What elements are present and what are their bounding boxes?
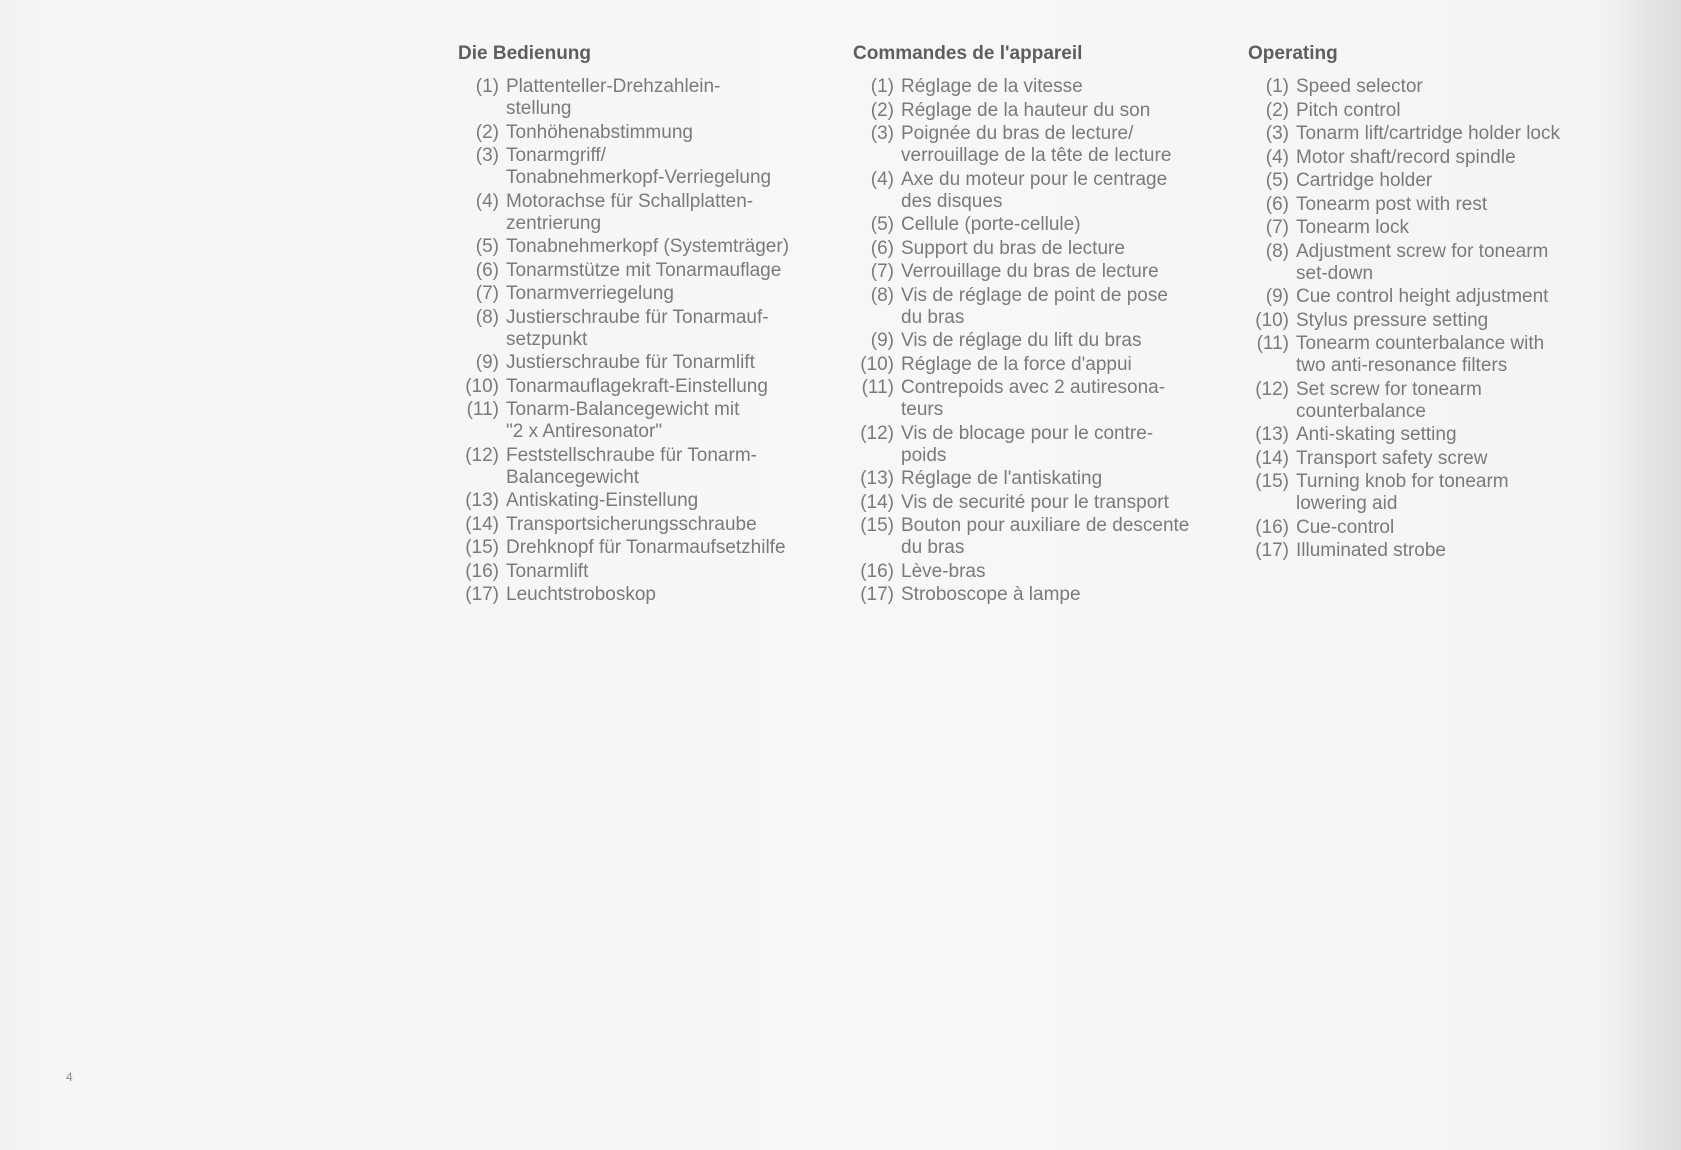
item-number: (11) <box>1256 333 1289 354</box>
list-item <box>853 238 1243 260</box>
item-text: Réglage de l'antiskating <box>901 468 1103 489</box>
item-number: (4) <box>475 190 499 212</box>
item-text: Pitch control <box>1296 99 1401 121</box>
item-text: Antiskating-Einstellung <box>506 490 699 511</box>
item-text: Set screw for tonearm counterbalance <box>1296 378 1482 422</box>
item-number: (11) <box>861 377 894 398</box>
item-text: Lève-bras <box>901 560 986 582</box>
item-number: (7) <box>870 261 894 282</box>
list-item <box>458 490 848 512</box>
list-item <box>853 468 1243 490</box>
column-french <box>853 42 1243 608</box>
item-number: (1) <box>1265 76 1289 97</box>
item-text: Tonearm counterbalance with two anti-resonance filters <box>1296 333 1545 376</box>
item-text: Tonarmlift <box>506 560 589 582</box>
list-item <box>853 330 1243 352</box>
item-number: (8) <box>1265 240 1289 262</box>
list-item <box>458 260 848 282</box>
item-number: (10) <box>1255 309 1289 331</box>
list-item <box>1248 76 1628 98</box>
item-text: Tonabnehmerkopf (Systemträger) <box>506 236 790 257</box>
item-text: Transportsicherungsschraube <box>506 513 757 535</box>
item-number: (7) <box>1265 217 1289 238</box>
item-number: (16) <box>465 560 499 582</box>
list-item <box>1248 194 1628 216</box>
item-text: Stylus pressure setting <box>1296 309 1489 331</box>
item-text: Cue control height adjustment <box>1296 286 1549 307</box>
item-number: (16) <box>1255 516 1289 538</box>
item-text: Tonearm lock <box>1296 217 1409 238</box>
list-item <box>1248 217 1628 239</box>
list-item <box>853 423 1243 467</box>
item-number: (14) <box>860 491 894 513</box>
list-item <box>853 584 1243 606</box>
item-text: Tonarm lift/cartridge holder lock <box>1296 123 1560 144</box>
list-item <box>1248 241 1628 285</box>
item-text: Tonearm post with rest <box>1296 193 1488 215</box>
list-item <box>853 169 1243 213</box>
item-number: (17) <box>465 584 499 605</box>
list-item <box>1248 147 1628 169</box>
item-number: (10) <box>465 375 499 397</box>
item-number: (10) <box>860 353 894 375</box>
item-text: Leuchtstroboskop <box>506 584 656 605</box>
item-number: (12) <box>1255 378 1289 400</box>
item-number: (12) <box>860 422 894 444</box>
list-item <box>458 307 848 351</box>
list-item <box>458 537 848 559</box>
item-text: Motorachse für Schallplatten- zentrierung <box>506 190 754 234</box>
item-text: Speed selector <box>1296 76 1423 97</box>
item-number: (2) <box>1265 99 1289 121</box>
item-number: (4) <box>870 168 894 190</box>
item-text: Vis de blocage pour le contre- poids <box>901 422 1154 466</box>
list-item <box>458 399 848 443</box>
item-text: Cellule (porte-cellule) <box>901 214 1081 235</box>
list-item <box>458 122 848 144</box>
item-text: Tonarmauflagekraft-Einstellung <box>506 375 768 397</box>
item-text: Vis de réglage de point de pose du bras <box>901 284 1168 328</box>
list-item <box>853 561 1243 583</box>
item-text: Transport safety screw <box>1296 447 1488 469</box>
item-text: Vis de securité pour le transport <box>901 491 1169 513</box>
item-text: Cartridge holder <box>1296 170 1433 191</box>
item-number: (6) <box>870 237 894 259</box>
list-item <box>1248 286 1628 308</box>
list-item <box>458 584 848 606</box>
item-text: Tonarm-Balancegewicht mit "2 x Antiresonator" <box>506 399 740 442</box>
list-item <box>458 283 848 305</box>
item-number: (5) <box>1265 170 1289 191</box>
list-item <box>458 561 848 583</box>
list-item <box>1248 170 1628 192</box>
column-title-german: Die Bedienung <box>458 43 592 64</box>
item-number: (3) <box>870 123 894 144</box>
item-text: Verrouillage du bras de lecture <box>901 261 1159 282</box>
item-list-french <box>853 76 1243 606</box>
item-number: (2) <box>870 99 894 121</box>
item-number: (6) <box>475 259 499 281</box>
list-item <box>458 352 848 374</box>
item-text: Réglage de la vitesse <box>901 76 1083 97</box>
list-item <box>458 76 848 120</box>
item-number: (11) <box>466 399 499 420</box>
list-item <box>1248 424 1628 446</box>
item-text: Adjustment screw for tonearm set-down <box>1296 240 1549 284</box>
list-item <box>458 191 848 235</box>
item-number: (14) <box>1255 447 1289 469</box>
list-item <box>853 123 1243 167</box>
item-text: Feststellschraube für Tonarm- Balancegewicht <box>506 444 757 488</box>
item-text: Illuminated strobe <box>1296 540 1446 561</box>
item-text: Justierschraube für Tonarmauf- setzpunkt <box>506 306 769 350</box>
item-text: Tonarmverriegelung <box>506 283 674 304</box>
item-text: Réglage de la force d'appui <box>901 353 1132 375</box>
item-text: Réglage de la hauteur du son <box>901 99 1151 121</box>
item-number: (16) <box>860 560 894 582</box>
list-item <box>1248 540 1628 562</box>
item-text: Vis de réglage du lift du bras <box>901 330 1142 351</box>
item-number: (6) <box>1265 193 1289 215</box>
list-item <box>853 76 1243 98</box>
item-text: Contrepoids avec 2 autiresona- teurs <box>901 377 1166 420</box>
column-title-english: Operating <box>1248 43 1338 64</box>
item-number: (5) <box>870 214 894 235</box>
list-item <box>458 236 848 258</box>
item-text: Anti-skating setting <box>1296 424 1457 445</box>
list-item <box>458 445 848 489</box>
list-item <box>853 492 1243 514</box>
item-text: Support du bras de lecture <box>901 237 1125 259</box>
list-item <box>853 214 1243 236</box>
item-text: Stroboscope à lampe <box>901 584 1081 605</box>
column-german <box>458 42 848 608</box>
column-title-french: Commandes de l'appareil <box>853 43 1083 64</box>
list-item <box>458 514 848 536</box>
item-number: (2) <box>475 121 499 143</box>
item-text: Tonarmstütze mit Tonarmauflage <box>506 259 782 281</box>
list-item <box>458 376 848 398</box>
list-item <box>853 285 1243 329</box>
list-item <box>1248 123 1628 145</box>
item-number: (8) <box>475 306 499 328</box>
item-text: Justierschraube für Tonarmlift <box>506 352 755 373</box>
item-number: (12) <box>465 444 499 466</box>
item-number: (5) <box>475 236 499 257</box>
item-number: (13) <box>465 490 499 511</box>
item-text: Cue-control <box>1296 516 1395 538</box>
item-number: (3) <box>1265 123 1289 144</box>
item-number: (9) <box>1265 286 1289 307</box>
list-item <box>1248 448 1628 470</box>
item-list-german <box>458 76 848 606</box>
item-text: Turning knob for tonearm lowering aid <box>1296 471 1509 514</box>
item-text: Tonhöhenabstimmung <box>506 121 693 143</box>
item-number: (14) <box>465 513 499 535</box>
item-number: (17) <box>860 584 894 605</box>
list-item <box>1248 333 1628 377</box>
item-number: (13) <box>860 468 894 489</box>
item-number: (7) <box>475 283 499 304</box>
list-item <box>853 515 1243 559</box>
item-text: Plattenteller-Drehzahlein- stellung <box>506 76 721 119</box>
list-item <box>1248 379 1628 423</box>
item-text: Bouton pour auxiliare de descente du bras <box>901 515 1190 558</box>
item-text: Motor shaft/record spindle <box>1296 146 1516 168</box>
list-item <box>1248 517 1628 539</box>
item-text: Axe du moteur pour le centrage des disques <box>901 168 1168 212</box>
item-number: (1) <box>870 76 894 97</box>
item-number: (17) <box>1255 540 1289 561</box>
item-text: Tonarmgriff/ Tonabnehmerkopf-Verriegelung <box>506 145 772 188</box>
column-english <box>1248 42 1628 564</box>
list-item <box>1248 100 1628 122</box>
item-list-english <box>1248 76 1628 562</box>
item-number: (9) <box>870 330 894 351</box>
item-number: (15) <box>465 537 499 558</box>
item-text: Drehknopf für Tonarmaufsetzhilfe <box>506 537 786 558</box>
item-number: (8) <box>870 284 894 306</box>
item-number: (4) <box>1265 146 1289 168</box>
list-item <box>853 354 1243 376</box>
item-number: (9) <box>475 352 499 373</box>
list-item <box>853 377 1243 421</box>
item-number: (3) <box>475 145 499 166</box>
list-item <box>1248 310 1628 332</box>
item-text: Poignée du bras de lecture/ verrouillage de la tête de lecture <box>901 123 1172 166</box>
item-number: (15) <box>1255 471 1289 492</box>
item-number: (13) <box>1255 424 1289 445</box>
page-number: 4 <box>66 1070 73 1084</box>
item-number: (1) <box>475 76 499 97</box>
list-item <box>853 100 1243 122</box>
list-item <box>458 145 848 189</box>
list-item <box>853 261 1243 283</box>
item-number: (15) <box>860 515 894 536</box>
list-item <box>1248 471 1628 515</box>
